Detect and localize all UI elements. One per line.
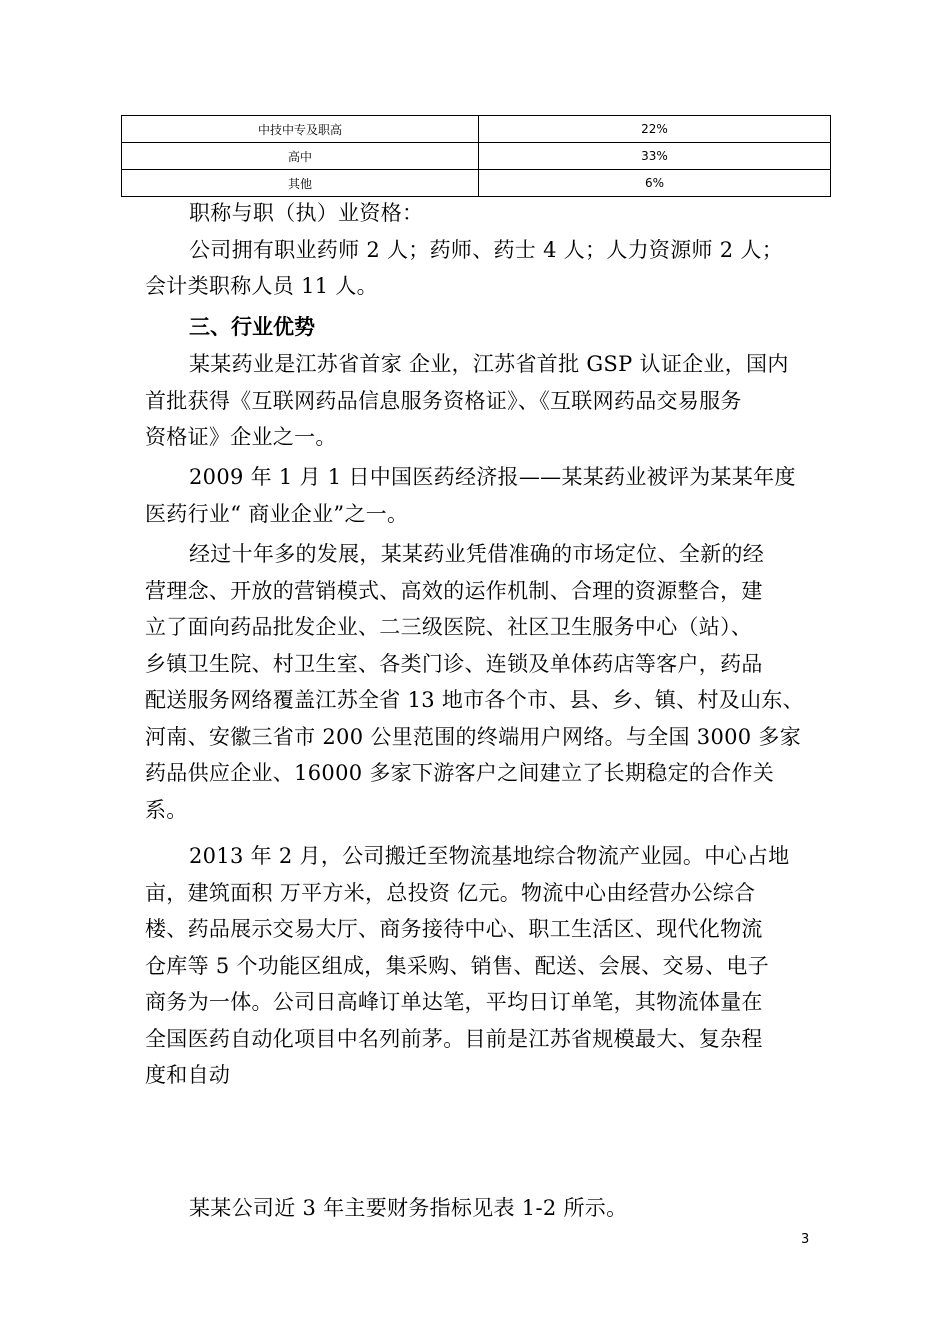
table-cell-label: 中技中专及职高 (122, 116, 479, 143)
paragraph-line: 立了面向药品批发企业、二三级医院、社区卫生服务中心（站）、 (145, 615, 753, 639)
paragraph-line: 系。 (145, 797, 188, 822)
paragraph-line: 亩，建筑面积 万平方米，总投资 亿元。物流中心由经营办公综合 (145, 880, 756, 905)
table-cell-value: 6% (479, 170, 831, 197)
paragraph-line: 河南、安徽三省市 200 公里范围的终端用户网络。与全国 3000 多家 (145, 724, 802, 749)
paragraph-line: 营理念、开放的营销模式、高效的运作机制、合理的资源整合，建 (145, 578, 763, 603)
paragraph-line: 商务为一体。公司日高峰订单达笔，平均日订单笔，其物流体量在 (145, 990, 763, 1014)
paragraph-logistics (145, 838, 825, 1094)
paragraph-line: 药品供应企业、16000 多家下游客户之间建立了长期稳定的合作关 (145, 761, 775, 785)
paragraph-line: 2013 年 2 月，公司搬迁至物流基地综合物流产业园。中心占地 (189, 844, 790, 868)
paragraph-development (145, 536, 825, 828)
paragraph-award (145, 459, 825, 532)
section-heading: 三、行业优势 (189, 315, 315, 339)
paragraph-line: 仓库等 5 个功能区组成，集采购、销售、配送、会展、交易、电子 (145, 953, 770, 978)
table-cell-value: 22% (479, 116, 831, 143)
table-cell-value: 33% (479, 143, 831, 170)
table-row (122, 170, 831, 197)
paragraph-line: 某某公司近 3 年主要财务指标见表 1-2 所示。 (189, 1196, 628, 1220)
paragraph-line: 楼、药品展示交易大厅、商务接待中心、职工生活区、现代化物流 (145, 917, 763, 941)
paragraph-line: 度和自动 (145, 1063, 231, 1087)
table-cell-label: 高中 (122, 143, 479, 170)
paragraph-line: 资格证》企业之一。 (145, 425, 337, 449)
paragraph-line: 乡镇卫生院、村卫生室、各类门诊、连锁及单体药店等客户，药品 (145, 651, 763, 676)
qualifications-heading: 职称与职（执）业资格： (189, 201, 424, 225)
qualifications-line: 公司拥有职业药师 2 人；药师、药士 4 人；人力资源师 2 人； (189, 237, 784, 262)
table-row (122, 116, 831, 143)
paragraph-line: 经过十年多的发展，某某药业凭借准确的市场定位、全新的经 (189, 542, 765, 566)
paragraph-line: 配送服务网络覆盖江苏全省 13 地市各个市、县、乡、镇、村及山东、 (145, 688, 804, 712)
paragraph-line: 2009 年 1 月 1 日中国医药经济报——某某药业被评为某某年度 (189, 465, 796, 489)
paragraph-line: 全国医药自动化项目中名列前茅。目前是江苏省规模最大、复杂程 (145, 1026, 763, 1051)
paragraph-financial-reference (145, 1190, 825, 1227)
page-number: 3 (801, 1232, 810, 1247)
qualifications-paragraph (145, 195, 825, 305)
paragraph-line: 首批获得《互联网药品信息服务资格证》、《互联网药品交易服务 (145, 388, 742, 413)
table-row (122, 143, 831, 170)
qualifications-line: 会计类职称人员 11 人。 (145, 274, 378, 298)
table-cell-label: 其他 (122, 170, 479, 197)
paragraph-industry-intro (145, 346, 825, 456)
education-table (121, 115, 831, 197)
paragraph-line: 某某药业是江苏省首家 企业，江苏省首批 GSP 认证企业，国内 (189, 352, 789, 376)
paragraph-line: 医药行业“ 商业企业”之一。 (145, 501, 409, 526)
